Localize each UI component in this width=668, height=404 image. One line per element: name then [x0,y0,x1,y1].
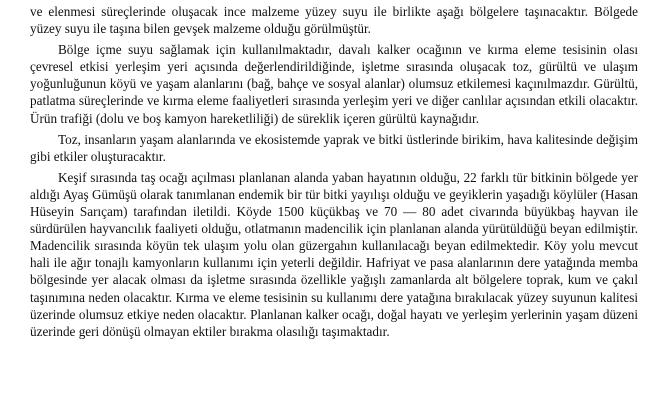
paragraph-dust-effects: Toz, insanların yaşam alanlarında ve ekosistemde yaprak ve bitki üstlerinde birikim, hava kalitesinde değişim gibi etkiler oluşturacaktır. [30,131,638,164]
paragraph-surface-water: ve elenmesi süreçlerinde oluşacak ince malzeme yüzey suyu ile birlikte aşağı bölgelere taşınacaktır. Bölgede yüzey suyu ile taşına bilen gevşek malzeme olduğu görülmüştür. [30,4,638,37]
paragraph-environmental-impact: Bölge içme suyu sağlamak için kullanılmaktadır, davalı kalker ocağının ve kırma eleme tesisinin olası çevresel etkisi yerleşim yeri açısında değerlendirildiğinde, işletme sırasında oluşacak toz, gürültü ve ulaşım yoğunluğunun köyü ve yaşam alanlarını (bağ, bahçe ve sosyal alanlar) olumsuz etkilemesi kaçınılmazdır. Gürültü, patlatma süreçlerinde ve kırma eleme faaliyetleri sırasında yerleşim yeri ve diğer canlılar açısından etkili olacaktır. Ürün trafiği (dolu ve boş kamyon hareketliliği) de süreklik içeren gürültü kaynağıdır. [30,42,638,126]
paragraph-site-inspection: Keşif sırasında taş ocağı açılması planlanan alanda yaban hayatının olduğu, 22 farklı tür bitkinin bölgede yer aldığı Ayaş Gümüşü olarak tanımlanan endemik bir tür bitki yayılışı olduğu ve geyiklerin yaşadığı köylüler (Hasan Hüseyin Sarıçam) tarafından iletildi. Köyde 1500 küçükbaş ve 70 — 80 adet civarında büyükbaş hayvan ile sürdürülen hayvancılık faaliyeti olduğu, otlatmanın madencilik için planlanan alanda yürütüldüğü beyan edilmiştir. Madencilik sırasında köyün tek ulaşım yolu olan güzergahın kullanılacağı beyan edilmektedir. Köy yolu mevcut hali ile ağır tonajlı kamyonların kullanımı için yeterli değildir. Hafriyat ve pasa alanlarının dere yatağında memba bölgesinde yer alacak olması da işletme sırasında özellikle yağışlı zamanlarda alt bölgelere toprak, kum ve çakıl taşınımına neden olacaktır. Kırma ve eleme tesisinin su kullanımı dere yatağına bırakılacak yüzey suyunun kalitesi üzerinde olumsuz etkiye neden olacaktır. Planlanan kalker ocağı, doğal hayatı ve yerleşim yerlerinin yaşam düzeni üzerinde geri dönüşü olmayan ektiler bırakma olasılığı taşımaktadır. [30,169,638,339]
